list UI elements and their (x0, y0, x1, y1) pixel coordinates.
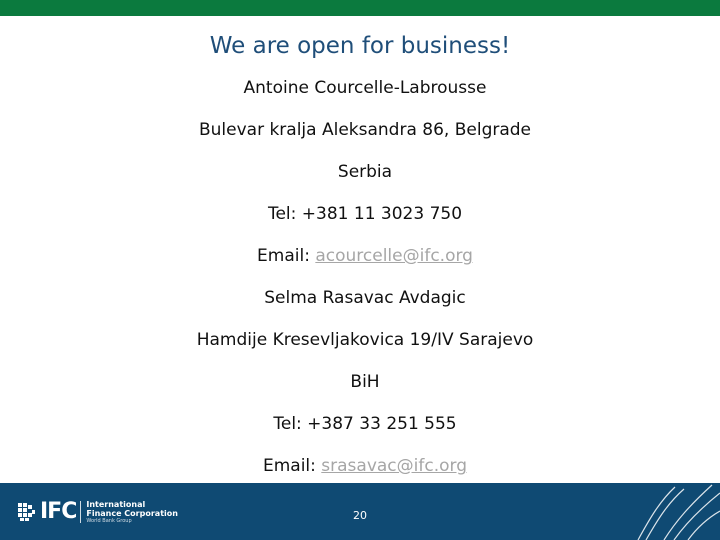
logo-line-1: International (86, 499, 146, 509)
ifc-logo (17, 499, 178, 525)
contact-1-email-label: Email: (257, 246, 316, 266)
globe-grid-icon (17, 502, 37, 522)
contact-2-email-line (0, 456, 720, 476)
page-number: 20 (353, 509, 367, 522)
contact-2-address: Hamdije Kresevljakovica 19/IV Sarajevo (196, 330, 534, 350)
contact-2-email-link[interactable]: srasavac@ifc.org (321, 456, 467, 476)
contact-2-tel: Tel: +387 33 251 555 (273, 414, 457, 434)
logo-line-3: World Bank Group (86, 517, 132, 524)
contact-1-tel: Tel: +381 11 3023 750 (267, 204, 463, 224)
contact-1-name: Antoine Courcelle-Labrousse (243, 78, 487, 98)
slide-title: We are open for business! (209, 33, 511, 59)
contact-2-country: BiH (350, 372, 380, 392)
contact-1-email-line (0, 246, 720, 266)
logo-divider (80, 501, 81, 523)
contact-1-country: Serbia (337, 162, 393, 182)
logo-abbreviation: IFC (40, 499, 77, 524)
contact-2-email-label: Email: (262, 456, 322, 476)
contact-2-name: Selma Rasavac Avdagic (264, 288, 466, 308)
contact-1-address: Bulevar kralja Aleksandra 86, Belgrade (198, 120, 532, 140)
logo-line-2: Finance Corporation (86, 508, 178, 518)
top-accent-bar (0, 0, 720, 16)
decorative-swoosh-icon (630, 483, 720, 540)
logo-wordmark (86, 500, 178, 525)
contact-1-email-link[interactable]: acourcelle@ifc.org (315, 246, 473, 266)
